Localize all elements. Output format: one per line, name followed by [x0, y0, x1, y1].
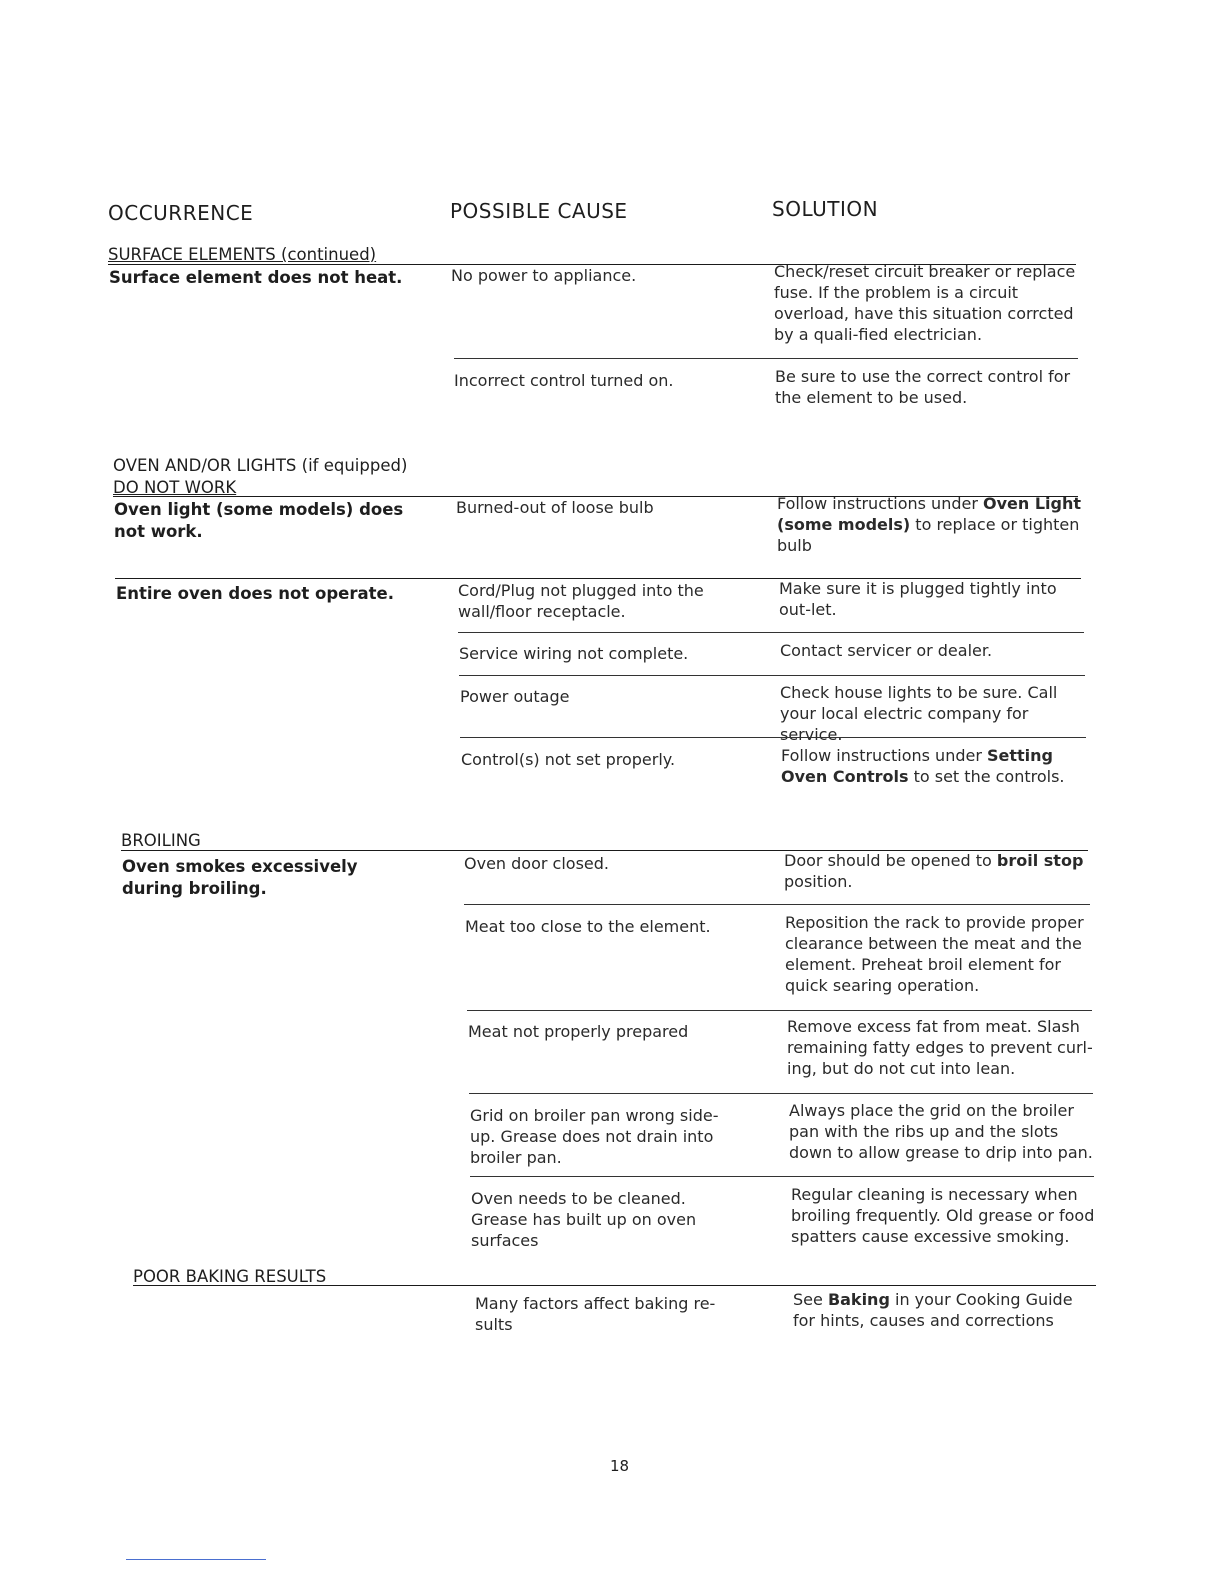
- cause-meat-not-prepared: Meat not properly prepared: [468, 1022, 689, 1041]
- solution-regular-cleaning: Regular cleaning is necessary when broiling frequently. Old grease or food spatters cause excessive smoking.: [791, 1185, 1095, 1246]
- row-rule: [467, 1010, 1092, 1011]
- solution-contact-servicer: Contact servicer or dealer.: [780, 641, 993, 660]
- section-title-poor-baking: POOR BAKING RESULTS: [133, 1267, 327, 1286]
- footer-rule: [126, 1559, 266, 1560]
- cause-controls-not-set: Control(s) not set properly.: [461, 750, 676, 769]
- section-title-broiling: BROILING: [121, 831, 201, 850]
- occurrence-oven-smokes: Oven smokes excessively during broiling.: [122, 857, 358, 898]
- row-rule: [460, 737, 1086, 738]
- solution-remove-fat: Remove excess fat from meat. Slash remaining fatty edges to prevent curl-ing, but do not cut into lean.: [787, 1017, 1093, 1078]
- row-rule: [459, 675, 1085, 676]
- header-solution: SOLUTION: [772, 197, 879, 221]
- section-title-do-not-work: DO NOT WORK: [113, 478, 237, 497]
- cause-bulb: Burned-out of loose bulb: [456, 498, 654, 517]
- solution-reposition-rack: Reposition the rack to provide proper clearance between the meat and the element. Preheat broil element for quick searing operation.: [785, 913, 1084, 995]
- cause-no-power: No power to appliance.: [451, 266, 637, 285]
- occurrence-surface-no-heat: Surface element does not heat.: [109, 268, 403, 287]
- cause-oven-needs-cleaning: Oven needs to be cleaned. Grease has built up on oven surfaces: [471, 1189, 697, 1250]
- section-title-oven-lights: OVEN AND/OR LIGHTS (if equipped): [113, 456, 408, 475]
- cause-many-factors: Many factors affect baking re-sults: [475, 1294, 716, 1334]
- solution-place-grid: Always place the grid on the broiler pan with the ribs up and the slots down to allow grease to drip into pan.: [789, 1101, 1093, 1162]
- cause-service-wiring: Service wiring not complete.: [459, 644, 689, 663]
- header-possible-cause: POSSIBLE CAUSE: [450, 199, 628, 223]
- page-number: 18: [610, 1457, 630, 1475]
- cause-meat-too-close: Meat too close to the element.: [465, 917, 711, 936]
- cause-incorrect-control: Incorrect control turned on.: [454, 371, 674, 390]
- occurrence-oven-not-operate: Entire oven does not operate.: [116, 584, 394, 603]
- solution-check-lights: Check house lights to be sure. Call your local electric company for service.: [780, 683, 1058, 744]
- solution-check-breaker: Check/reset circuit breaker or replace fuse. If the problem is a circuit overload, have this situation corrcted by a quali-fied electrician.: [774, 262, 1076, 344]
- solution-correct-control: Be sure to use the correct control for the element to be used.: [775, 367, 1071, 407]
- row-rule: [470, 1176, 1094, 1177]
- occurrence-oven-light: Oven light (some models) does not work.: [114, 500, 404, 541]
- solution-see-baking: See Baking in your Cooking Guide for hints, causes and corrections: [793, 1290, 1073, 1330]
- solution-setting-controls: Follow instructions under Setting Oven Controls to set the controls.: [781, 746, 1065, 786]
- header-occurrence: OCCURRENCE: [108, 201, 254, 225]
- section-title-surface-elements: SURFACE ELEMENTS (continued): [108, 245, 377, 264]
- cause-cord-plug: Cord/Plug not plugged into the wall/floor receptacle.: [458, 581, 704, 621]
- row-rule: [464, 904, 1090, 905]
- row-rule: [469, 1093, 1093, 1094]
- section-rule: [133, 1285, 1096, 1286]
- row-rule: [458, 632, 1084, 633]
- cause-power-outage: Power outage: [460, 687, 570, 706]
- cause-door-closed: Oven door closed.: [464, 854, 609, 873]
- cause-grid-wrong-side: Grid on broiler pan wrong side-up. Grease does not drain into broiler pan.: [470, 1106, 719, 1167]
- solution-plug-tightly: Make sure it is plugged tightly into out-let.: [779, 579, 1057, 619]
- row-rule: [454, 358, 1078, 359]
- solution-door-open: Door should be opened to broil stop position.: [784, 851, 1084, 891]
- solution-oven-light: Follow instructions under Oven Light (some models) to replace or tighten bulb: [777, 494, 1082, 555]
